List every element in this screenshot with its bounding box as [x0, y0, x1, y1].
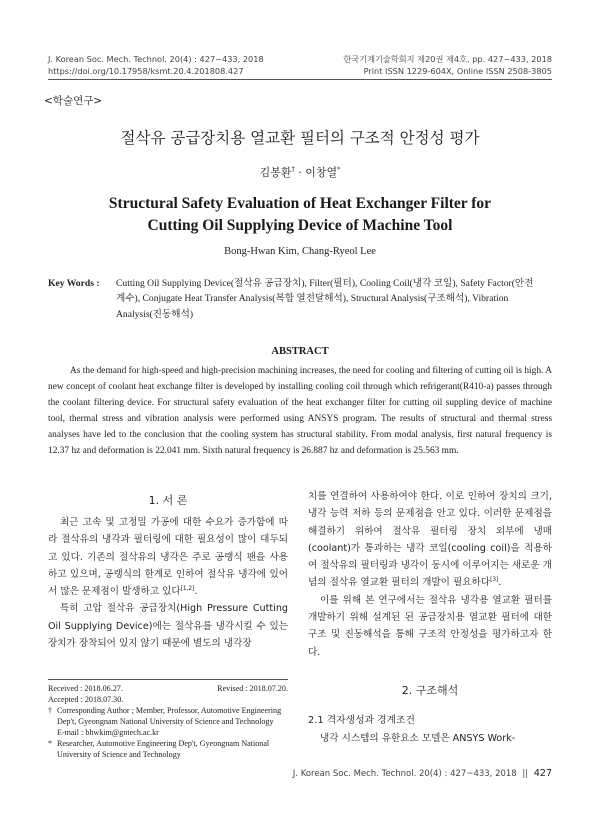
keywords-line-1: Cutting Oil Supplying Device(절삭유 공급장치), Filter(필터), Cooling Coil(냉각 코일), Safety Factor(안전 [116, 278, 534, 289]
section-2-paragraph-1: 냉각 시스템의 유한요소 모델은 ANSYS Work- [320, 733, 516, 744]
header-rule [48, 79, 552, 80]
keywords-label: Key Words : [48, 278, 100, 289]
email[interactable]: E-mail : bhwkim@gntech.ac.kr [57, 728, 159, 737]
section-2-heading: 2. 구조해석 [401, 684, 459, 697]
subsection-2-1-heading: 2.1 격자생성과 경계조건 [308, 715, 415, 726]
footnote-rule [48, 679, 288, 680]
category-label: <학술연구> [44, 95, 103, 107]
citation-1-2: [1,2] [180, 586, 195, 592]
page-number: 427 [533, 768, 552, 779]
title-en-line-1: Structural Safety Evaluation of Heat Exchanger Filter for [108, 195, 492, 212]
issn: Print ISSN 1229-604X, Online ISSN 2508-3805 [363, 66, 552, 76]
affiliation-1-mark: † [48, 706, 53, 715]
journal-citation-right: 한국기계기술학회지 제20권 제4호, pp. 427~433, 2018 [343, 54, 552, 64]
authors-english: Bong-Hwan Kim, Chang-Ryeol Lee [224, 246, 376, 257]
page-footer [293, 768, 552, 779]
keywords-list [116, 276, 552, 322]
footnote [48, 683, 288, 760]
doi-link[interactable]: https://doi.org/10.17958/ksmt.20.4.201808.427 [48, 66, 244, 76]
accepted-date: Accepted : 2018.07.30. [48, 695, 124, 704]
affiliation-2-mark: * [48, 739, 53, 748]
title-en-line-2: Cutting Oil Supplying Device of Machine Tool [147, 217, 453, 234]
affiliation-2: * Researcher, Automotive Engineering Dep't, Gyeongnam National University of Science and Technology [48, 739, 270, 759]
keywords-line-3: Analysis(진동해석) [116, 308, 194, 320]
page-title-korean: 절삭유 공급장치용 열교환 필터의 구조적 안정성 평가 [120, 129, 480, 147]
author-1-name: 김봉환 [259, 166, 292, 179]
abstract-text: As the demand for high-speed and high-precision machining increases, the need for cooling and filtering of cutting oil is high. A new concept of coolant heat exchange filter is developed by installing cooling coil through which refrigerant(R410-a) passes through the coolant filtering device. For structural safety evaluation of the heat exchanger filter for cutting oil suppling device of machine tool, thermal stress and vibration analysis were performed using ANSYS program. The results of structural and thermal stress analyses have led to the conclusion that the cooling system has structural stability. From modal analysis, first natural frequency is 12.37 hz and deformation is 22.041 mm. Sixth natural frequency is 26.887 hz and deformation is 25.563 mm. [48, 366, 552, 456]
received-date: Received : 2018.06.27. [48, 684, 123, 693]
citation-3: [3] [490, 577, 499, 584]
authors-korean [0, 164, 600, 180]
corresponding-author-mark: † [291, 165, 295, 174]
dates-row [48, 683, 288, 694]
section-1-right-column [308, 488, 552, 661]
keywords-line-2: 계수), Conjugate Heat Transfer Analysis(복합 열전달해석), Structural Analysis(구조해석), Vibration [116, 293, 509, 305]
section-1-paragraph-3: 치를 연결하여 사용하여야 한다. 이로 인하여 장치의 크기, 냉각 능력 저하 등의 문제점을 안고 있다. 이러한 문제점을 해결하기 위하여 절삭유 필터링 장치 외부에 냉매(coolant)가 통과하는 냉각 코일(cooling coil)을 적용하여 절삭유의 필터링과 냉각이 동시에 이루어지는 새로운 개념의 절삭유 열교환 필터의 개발이 필요하다[3]. [308, 491, 552, 589]
section-1-paragraph-4: 이를 위해 본 연구에서는 절삭유 냉각용 열교환 필터를 개발하기 위해 설계된 된 공급장치용 열교환 필터에 대한 구조 및 진동해석을 통해 구조적 안정성을 평가하고자 한다. [308, 594, 552, 658]
footer-citation: J. Korean Soc. Mech. Technol. 20(4) : 427~433, 2018 [292, 769, 517, 779]
coauthor-mark: * [337, 165, 341, 174]
affiliation-1: † Corresponding Author ; Member, Professor, Automotive Engineering Dep't, Gyeongnam National University of Science and Technology [48, 706, 282, 726]
footer-separator: || [522, 769, 529, 779]
author-2-name: 이창열 [305, 166, 338, 179]
revised-date: Revised : 2018.07.20. [217, 684, 288, 693]
abstract-heading: ABSTRACT [271, 346, 329, 357]
author-separator: · [294, 166, 306, 179]
page-title-english [0, 193, 600, 237]
section-1-paragraph-1: 최근 고속 및 고정밀 가공에 대한 수요가 증가함에 따라 절삭유의 냉각과 필터링에 대한 필요성이 많이 대두되고 있다. 기존의 절삭유의 냉각은 주로 공랭식 팬을 사용하고 있으며, 공랭식의 한계로 인하여 절삭유 냉각에 있어서 많은 문제점이 발생하고 있다[1,2]. [48, 517, 288, 598]
journal-citation-left: J. Korean Soc. Mech. Technol. 20(4) : 427~433, 2018 [48, 54, 264, 64]
section-1-heading: 1. 서 론 [148, 494, 188, 507]
section-1-left-column [48, 514, 288, 652]
section-1-paragraph-2: 특히 고압 절삭유 공급장치(High Pressure Cutting Oil Supplying Device)에는 절삭유를 냉각시킬 수 있는 장치가 장착되어 있지 않기 때문에 별도의 냉각장 [48, 603, 288, 650]
